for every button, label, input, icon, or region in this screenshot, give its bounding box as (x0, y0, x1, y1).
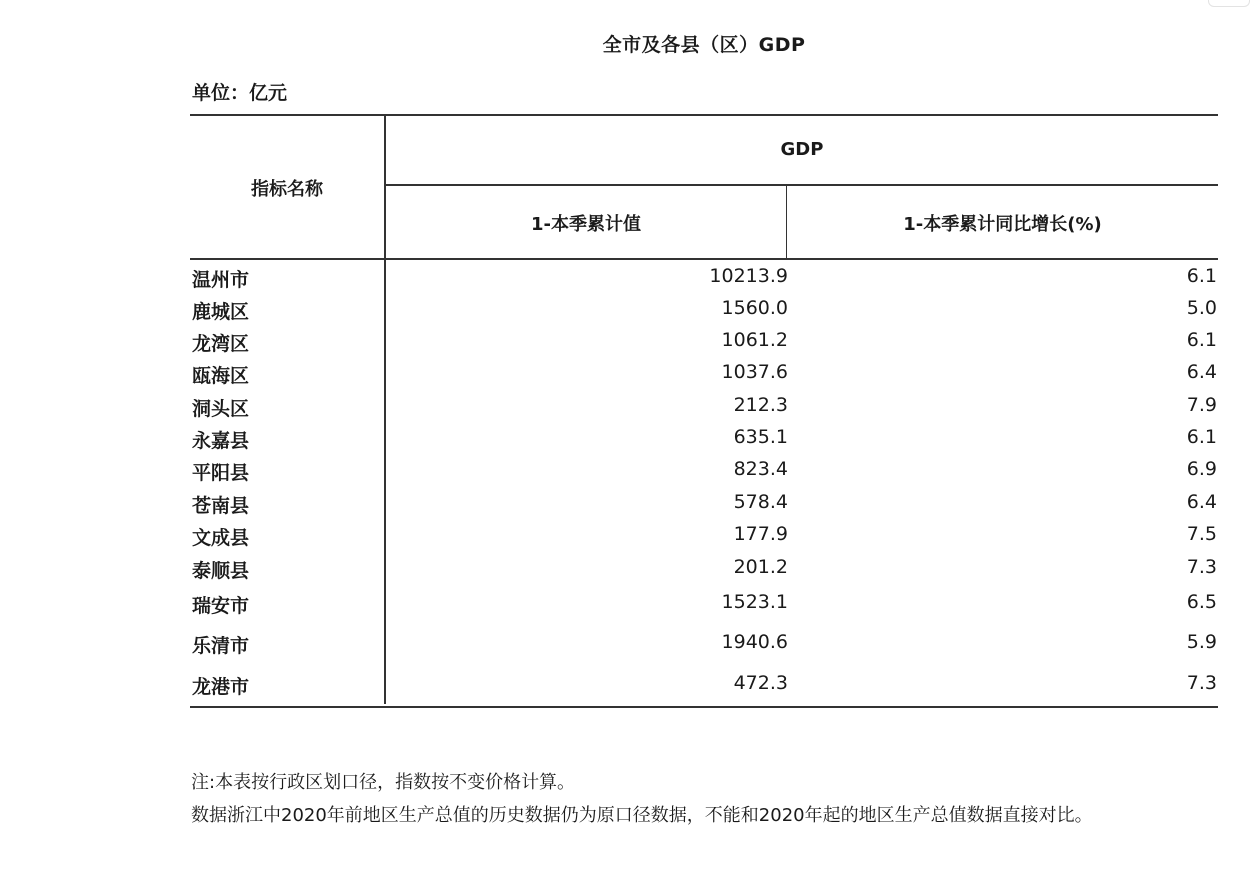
header-bottom-line (190, 258, 1218, 260)
gdp-group-header: GDP (780, 139, 824, 160)
table-row (190, 668, 1218, 700)
footnote-2: 数据浙江中2020年前地区生产总值的历史数据仍为原口径数据，不能和2020年起的地区生产总值数据直接对比。 (191, 805, 1093, 826)
unit-label: 单位：亿元 (192, 82, 288, 104)
gdp-value-cell: 10213.9 (709, 265, 788, 287)
table-row (190, 357, 1218, 389)
region-name-cell: 鹿城区 (192, 301, 250, 323)
region-name-cell: 瑞安市 (192, 595, 250, 617)
gdp-value-cell: 578.4 (733, 491, 788, 513)
growth-rate-cell: 7.9 (1186, 394, 1217, 416)
gdp-table (190, 114, 1218, 708)
table-row (190, 454, 1218, 486)
col-name-header: 指标名称 (251, 179, 323, 200)
window-corner-tab (1208, 0, 1250, 7)
table-row (190, 390, 1218, 422)
gdp-value-cell: 177.9 (733, 523, 788, 545)
footnote-1: 注:本表按行政区划口径，指数按不变价格计算。 (191, 772, 576, 793)
region-name-cell: 文成县 (192, 527, 250, 549)
col-growth-header: 1-本季累计同比增长(%) (903, 214, 1102, 235)
gdp-value-cell: 1037.6 (721, 361, 788, 383)
growth-rate-cell: 6.4 (1186, 361, 1217, 383)
region-name-cell: 瓯海区 (192, 365, 250, 387)
table-row (190, 422, 1218, 454)
gdp-value-cell: 635.1 (733, 426, 788, 448)
table-row (190, 587, 1218, 619)
table-row (190, 519, 1218, 551)
growth-rate-cell: 7.3 (1186, 556, 1217, 578)
region-name-cell: 永嘉县 (192, 430, 250, 452)
growth-rate-cell: 6.1 (1186, 265, 1217, 287)
region-name-cell: 龙港市 (192, 676, 250, 698)
region-name-cell: 泰顺县 (192, 560, 250, 582)
gdp-value-cell: 201.2 (733, 556, 788, 578)
growth-rate-cell: 6.4 (1186, 491, 1217, 513)
gdp-value-cell: 1560.0 (721, 297, 788, 319)
table-row (190, 293, 1218, 325)
region-name-cell: 龙湾区 (192, 333, 250, 355)
col-value-header: 1-本季累计值 (531, 214, 641, 235)
header-subrow-line (386, 184, 1218, 186)
region-name-cell: 洞头区 (192, 398, 250, 420)
table-row (190, 325, 1218, 357)
region-name-cell: 乐清市 (192, 635, 250, 657)
gdp-value-cell: 823.4 (733, 458, 788, 480)
table-row (190, 261, 1218, 293)
growth-rate-cell: 7.3 (1186, 672, 1217, 694)
region-name-cell: 温州市 (192, 269, 250, 291)
growth-rate-cell: 6.5 (1186, 591, 1217, 613)
growth-rate-cell: 6.1 (1186, 426, 1217, 448)
table-row (190, 627, 1218, 659)
growth-rate-cell: 6.9 (1186, 458, 1217, 480)
gdp-value-cell: 1523.1 (721, 591, 788, 613)
table-row (190, 487, 1218, 519)
growth-rate-cell: 5.9 (1186, 631, 1217, 653)
gdp-value-cell: 1061.2 (721, 329, 788, 351)
region-name-cell: 苍南县 (192, 495, 250, 517)
gdp-value-cell: 472.3 (733, 672, 788, 694)
region-name-cell: 平阳县 (192, 462, 250, 484)
gdp-value-cell: 1940.6 (721, 631, 788, 653)
growth-rate-cell: 6.1 (1186, 329, 1217, 351)
growth-rate-cell: 7.5 (1186, 523, 1217, 545)
gdp-value-cell: 212.3 (733, 394, 788, 416)
growth-rate-cell: 5.0 (1186, 297, 1217, 319)
table-row (190, 552, 1218, 584)
page-title: 全市及各县（区）GDP (602, 34, 806, 56)
